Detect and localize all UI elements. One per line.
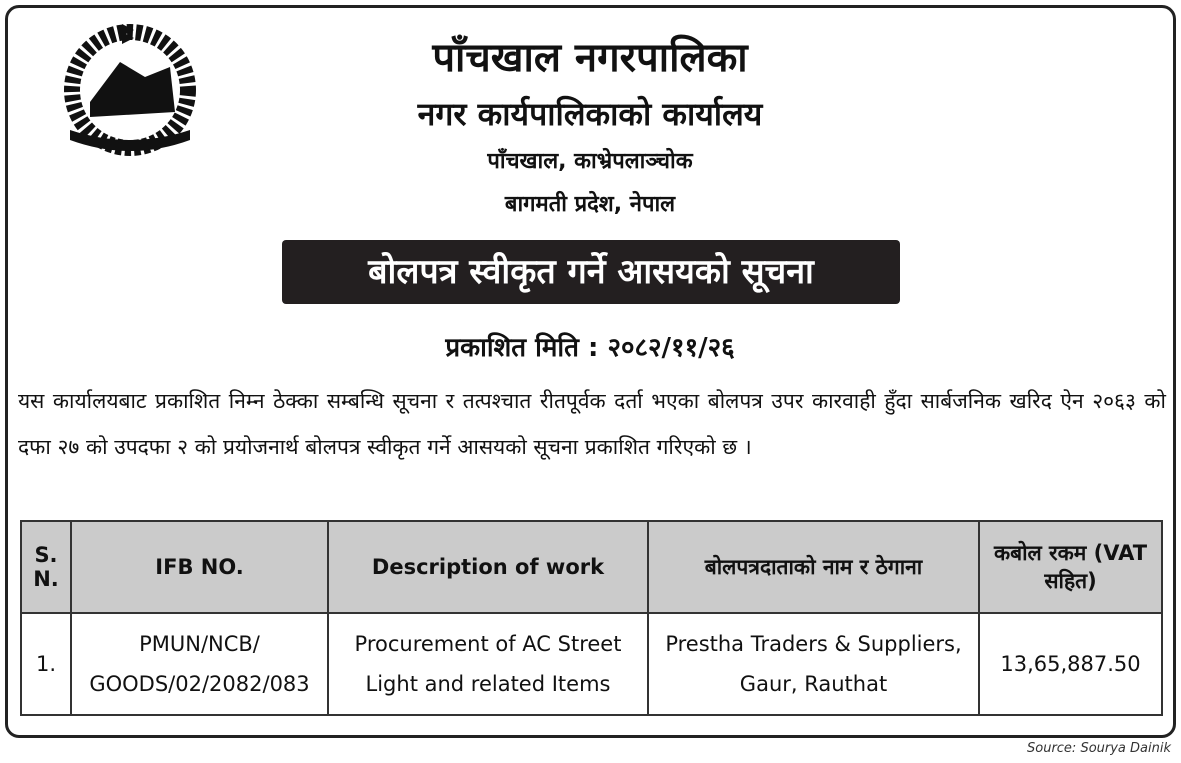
bid-table	[20, 520, 1163, 716]
col-sn: S. N.	[21, 521, 71, 613]
table-row	[21, 613, 1162, 715]
notice-body: यस कार्यालयबाट प्रकाशित निम्न ठेक्का सम्बन्धि सूचना र तत्पश्चात रीतपूर्वक दर्ता भएका बोलपत्र उपर कारवाही हुँदा सार्बजनिक खरिद ऐन २०६३ को दफा २७ को उपदफा २ को प्रयोजनार्थ बोलपत्र स्वीकृत गर्ने आसयको सूचना प्रकाशित गरिएको छ ।	[18, 389, 1166, 459]
col-amount: कबोल रकम (VAT सहित)	[979, 521, 1162, 613]
nepal-emblem-icon	[50, 22, 210, 162]
table-header-row	[21, 521, 1162, 613]
cell-ifb: PMUN/NCB/ GOODS/02/2082/083	[71, 613, 328, 715]
col-ifb: IFB NO.	[71, 521, 328, 613]
source-credit: Source: Sourya Dainik	[1027, 741, 1171, 756]
org-name: पाँचखाल नगरपालिका	[432, 35, 748, 81]
cell-bidder: Prestha Traders & Suppliers, Gaur, Rauthat	[648, 613, 979, 715]
col-description: Description of work	[328, 521, 648, 613]
office-name: नगर कार्यपालिकाको कार्यालय	[417, 95, 763, 133]
address-line-1: पाँचखाल, काभ्रेपलाञ्चोक	[487, 149, 693, 174]
published-date: प्रकाशित मिति : २०८२/११/२६	[445, 333, 735, 363]
cell-description: Procurement of AC Street Light and related Items	[328, 613, 648, 715]
address-line-2: बागमती प्रदेश, नेपाल	[504, 192, 676, 217]
cell-sn: 1.	[21, 613, 71, 715]
cell-amount: 13,65,887.50	[979, 613, 1162, 715]
notice-title: बोलपत्र स्वीकृत गर्ने आसयको सूचना	[282, 240, 900, 304]
col-bidder: बोलपत्रदाताको नाम र ठेगाना	[648, 521, 979, 613]
